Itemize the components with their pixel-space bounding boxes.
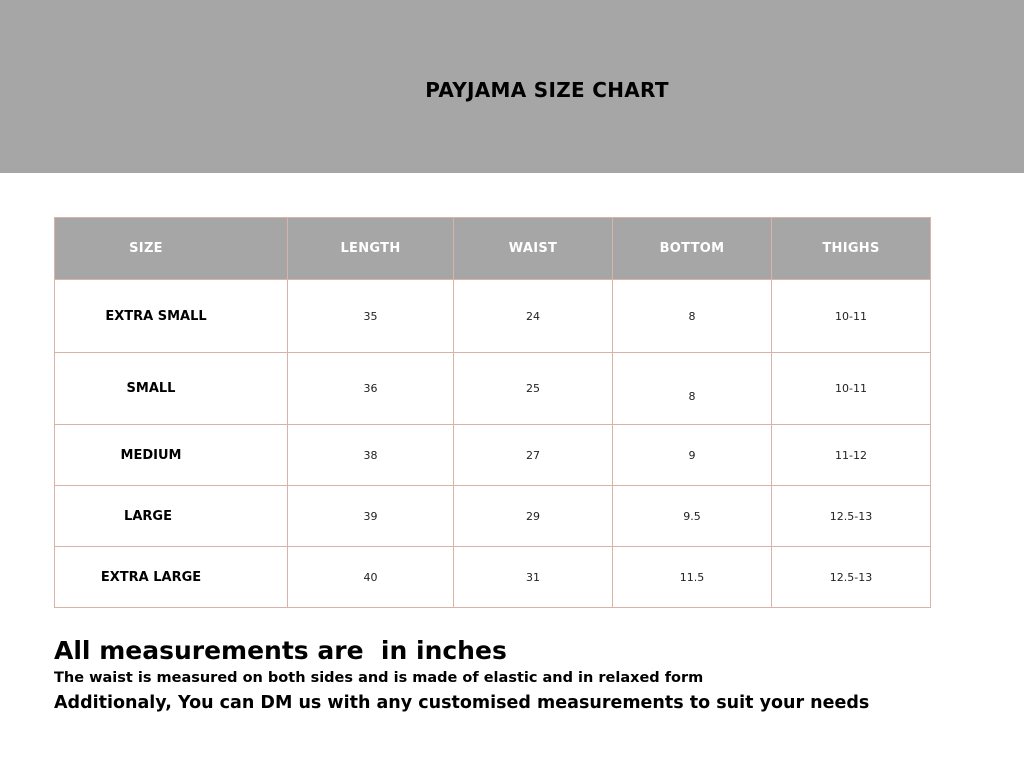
- length-cell: 35: [288, 280, 454, 353]
- custom-measurements-note: Additionaly, You can DM us with any customised measurements to suit your needs: [54, 693, 870, 713]
- bottom-cell: 8: [613, 353, 772, 425]
- size-chart-table: [54, 217, 931, 608]
- table-header-row: [55, 218, 931, 280]
- bottom-cell: 8: [613, 280, 772, 353]
- waist-cell: 24: [454, 280, 613, 353]
- size-cell: EXTRA SMALL: [55, 280, 288, 353]
- bottom-cell: 11.5: [613, 547, 772, 608]
- units-note: All measurements are in inches: [54, 636, 507, 665]
- column-header-size: SIZE: [55, 218, 288, 280]
- size-cell: LARGE: [55, 486, 288, 547]
- column-header-thighs: THIGHS: [772, 218, 931, 280]
- thighs-cell: 10-11: [772, 280, 931, 353]
- thighs-cell: 11-12: [772, 425, 931, 486]
- bottom-cell: 9.5: [613, 486, 772, 547]
- size-cell: MEDIUM: [55, 425, 288, 486]
- length-cell: 38: [288, 425, 454, 486]
- waist-note: The waist is measured on both sides and is made of elastic and in relaxed form: [54, 670, 704, 686]
- waist-cell: 31: [454, 547, 613, 608]
- size-cell: EXTRA LARGE: [55, 547, 288, 608]
- column-header-waist: WAIST: [454, 218, 613, 280]
- thighs-cell: 12.5-13: [772, 486, 931, 547]
- column-header-bottom: BOTTOM: [613, 218, 772, 280]
- table-row: [55, 425, 931, 486]
- thighs-cell: 10-11: [772, 353, 931, 425]
- bottom-cell: 9: [613, 425, 772, 486]
- length-cell: 36: [288, 353, 454, 425]
- size-cell: SMALL: [55, 353, 288, 425]
- waist-cell: 27: [454, 425, 613, 486]
- table-row: [55, 353, 931, 425]
- length-cell: 40: [288, 547, 454, 608]
- waist-cell: 29: [454, 486, 613, 547]
- thighs-cell: 12.5-13: [772, 547, 931, 608]
- table-row: [55, 280, 931, 353]
- page-title: PAYJAMA SIZE CHART: [425, 78, 669, 102]
- column-header-length: LENGTH: [288, 218, 454, 280]
- waist-cell: 25: [454, 353, 613, 425]
- table-row: [55, 547, 931, 608]
- length-cell: 39: [288, 486, 454, 547]
- table-row: [55, 486, 931, 547]
